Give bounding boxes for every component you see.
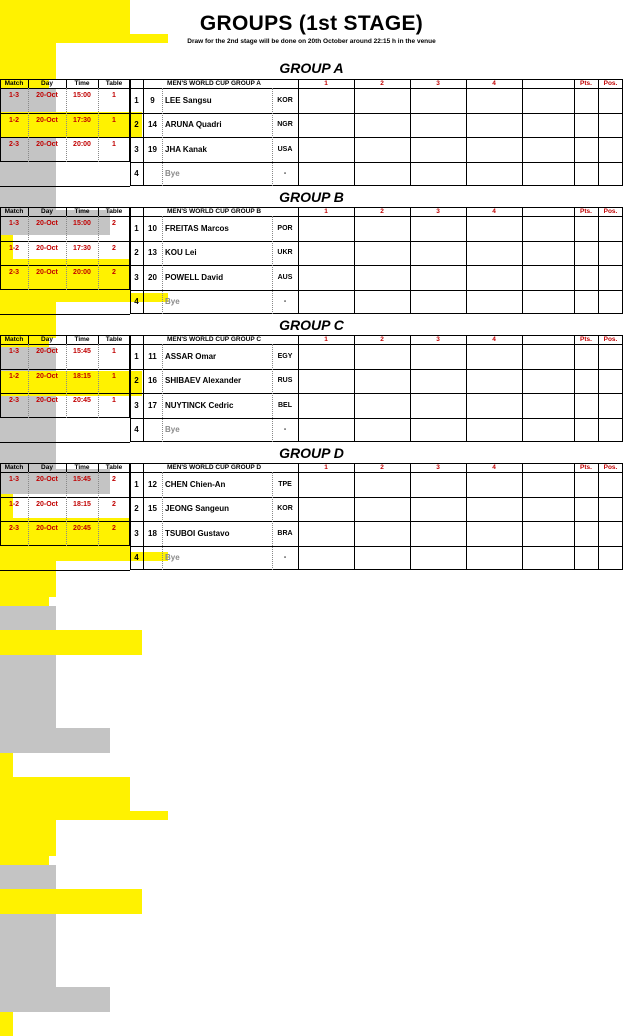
schedule-col-match: Match [0, 79, 28, 88]
group-header-bg [0, 811, 168, 820]
schedule-table: 1 [98, 393, 130, 408]
player-name: LEE Sangsu [165, 88, 272, 113]
table-col-line [298, 463, 299, 570]
match-col-c3: 3 [410, 79, 466, 88]
schedule-day: 20-Oct [28, 241, 66, 256]
schedule-col-line [66, 335, 67, 344]
pts-col-header: Pts. [574, 207, 598, 216]
schedule-match: 1-2 [0, 241, 28, 256]
schedule-col-match: Match [0, 463, 28, 472]
player-position: 4 [130, 162, 143, 187]
schedule-time: 20:45 [66, 393, 98, 408]
group-header-label: MEN'S WORLD CUP GROUP A [130, 79, 298, 88]
group-title: GROUP D [0, 445, 623, 461]
schedule-header-line [0, 472, 130, 473]
player-association: NGR [272, 113, 298, 138]
diagonal-cell [0, 963, 56, 988]
match-col-c3: 3 [410, 335, 466, 344]
schedule-col-dotted [98, 216, 99, 290]
schedule-col-dotted [28, 472, 29, 546]
table-col-line [354, 207, 355, 314]
schedule-col-day: Day [28, 335, 66, 344]
schedule-day: 20-Oct [28, 393, 66, 408]
player-position: 1 [130, 216, 143, 241]
diagonal-cell [0, 655, 56, 680]
schedule-day: 20-Oct [28, 344, 66, 359]
table-col-line [522, 335, 523, 442]
schedule-time: 18:15 [66, 497, 98, 512]
match-col-header-bg [0, 302, 56, 311]
schedule-match: 2-3 [0, 393, 28, 408]
player-association: POR [272, 216, 298, 241]
schedule-match: 1-3 [0, 216, 28, 231]
diagonal-cell [0, 606, 56, 631]
player-position: 2 [130, 497, 143, 522]
schedule-table: 1 [98, 344, 130, 359]
group-header-label: MEN'S WORLD CUP GROUP C [130, 335, 298, 344]
schedule-row-line [0, 113, 130, 114]
table-row-line [130, 137, 623, 138]
player-name: NUYTINCK Cedric [165, 393, 272, 418]
match-col-c1: 1 [298, 79, 354, 88]
table-col-line [522, 207, 523, 314]
group-title: GROUP C [0, 317, 623, 333]
table-header-line [130, 472, 623, 473]
table-col-line [598, 463, 599, 570]
table-row-line [130, 290, 623, 291]
bye-cell [0, 728, 110, 753]
table-row-line [130, 369, 623, 370]
schedule-col-line [98, 463, 99, 472]
schedule-col-table: Table [98, 79, 130, 88]
table-header-line [130, 216, 623, 217]
table-col-line [466, 463, 467, 570]
schedule-table: 2 [98, 216, 130, 231]
schedule-table: 1 [98, 369, 130, 384]
schedule-col-line [28, 463, 29, 472]
pts-col-header: Pts. [574, 335, 598, 344]
schedule-col-table: Table [98, 335, 130, 344]
schedule-row-line [0, 369, 130, 370]
table-col-line [298, 79, 299, 186]
schedule-row-line [0, 497, 130, 498]
schedule-row-line [0, 265, 130, 266]
table-col-dotted [272, 344, 273, 442]
table-col-line [143, 207, 144, 314]
match-col-header-bg [0, 588, 56, 597]
diagonal-cell [0, 679, 56, 704]
bye-pos-bg [0, 753, 13, 778]
player-seed: 19 [143, 137, 162, 162]
schedule-time: 15:45 [66, 472, 98, 487]
pos-col-header: Pos. [598, 335, 623, 344]
table-col-line [143, 79, 144, 186]
player-position: 3 [130, 265, 143, 290]
pts-col-header: Pts. [574, 463, 598, 472]
schedule-col-time: Time [66, 463, 98, 472]
player-association: - [272, 290, 298, 315]
match-col-c1: 1 [298, 463, 354, 472]
schedule-col-line [98, 207, 99, 216]
match-col-header-bg [0, 579, 56, 588]
match-col-header-bg [0, 561, 56, 570]
pos-col-header: Pos. [598, 463, 623, 472]
match-col-header-bg [0, 847, 56, 856]
player-name: Bye [165, 290, 272, 315]
match-col-header-bg [0, 838, 56, 847]
schedule-match: 1-2 [0, 113, 28, 128]
page-title: GROUPS (1st STAGE) [0, 12, 623, 36]
table-col-line [574, 79, 575, 186]
table-row-line [130, 546, 623, 547]
schedule-time: 20:00 [66, 265, 98, 280]
page-subtitle: Draw for the 2nd stage will be done on 20th October around 22:15 h in the venue [0, 38, 623, 45]
group-header-label: MEN'S WORLD CUP GROUP B [130, 207, 298, 216]
table-col-line [574, 207, 575, 314]
schedule-col-line [66, 207, 67, 216]
schedule-table: 1 [98, 88, 130, 103]
schedule-header-line [0, 88, 130, 89]
diagonal-cell [0, 161, 56, 186]
schedule-frame [0, 463, 130, 546]
match-col-c3: 3 [410, 463, 466, 472]
schedule-day: 20-Oct [28, 216, 66, 231]
table-col-line [410, 463, 411, 570]
table-col-dotted [162, 472, 163, 570]
schedule-table: 1 [98, 113, 130, 128]
schedule-bottom-line [0, 186, 130, 187]
table-row-line [130, 265, 623, 266]
schedule-row-line [0, 137, 130, 138]
schedule-table: 2 [98, 472, 130, 487]
player-position: 2 [130, 369, 143, 394]
player-association: AUS [272, 265, 298, 290]
player-seed: 20 [143, 265, 162, 290]
player-name: CHEN Chien-An [165, 472, 272, 497]
table-col-dotted [162, 216, 163, 314]
player-association: UKR [272, 241, 298, 266]
match-col-c2: 2 [354, 335, 410, 344]
player-position: 4 [130, 418, 143, 443]
schedule-match: 1-2 [0, 369, 28, 384]
schedule-match: 1-3 [0, 88, 28, 103]
group-title: GROUP A [0, 60, 623, 76]
player-seed: 17 [143, 393, 162, 418]
table-col-line [466, 207, 467, 314]
schedule-col-line [28, 207, 29, 216]
player-seed: 12 [143, 472, 162, 497]
schedule-col-dotted [66, 472, 67, 546]
player-name: JHA Kanak [165, 137, 272, 162]
schedule-table: 2 [98, 497, 130, 512]
schedule-col-dotted [98, 344, 99, 418]
table-col-line [598, 207, 599, 314]
player-name: POWELL David [165, 265, 272, 290]
table-row-line [130, 418, 623, 419]
schedule-match: 1-3 [0, 472, 28, 487]
player-seed: 10 [143, 216, 162, 241]
player-position: 3 [130, 521, 143, 546]
player-seed: 14 [143, 113, 162, 138]
schedule-table: 2 [98, 241, 130, 256]
player-association: BEL [272, 393, 298, 418]
schedule-match: 2-3 [0, 137, 28, 152]
schedule-time: 18:15 [66, 369, 98, 384]
player-seed: 15 [143, 497, 162, 522]
player-seed: 9 [143, 88, 162, 113]
table-col-dotted [272, 88, 273, 186]
group-table-frame [130, 463, 623, 570]
diagonal-cell [0, 865, 56, 890]
schedule-frame [0, 335, 130, 418]
schedule-col-dotted [98, 472, 99, 546]
table-row-line [130, 113, 623, 114]
schedule-col-time: Time [66, 79, 98, 88]
player-name: ASSAR Omar [165, 344, 272, 369]
schedule-bottom-line [0, 314, 130, 315]
schedule-col-dotted [66, 344, 67, 418]
schedule-match: 1-2 [0, 497, 28, 512]
schedule-row-line [0, 521, 130, 522]
player-name: FREITAS Marcos [165, 216, 272, 241]
schedule-col-dotted [66, 88, 67, 162]
player-association: EGY [272, 344, 298, 369]
schedule-col-line [28, 79, 29, 88]
schedule-col-time: Time [66, 207, 98, 216]
schedule-header-bg [0, 777, 130, 786]
player-row-highlight [0, 630, 142, 655]
pts-header-bg [0, 597, 49, 606]
schedule-row-line [0, 393, 130, 394]
match-col-c4: 4 [466, 463, 522, 472]
table-col-dotted [272, 472, 273, 570]
schedule-table: 2 [98, 265, 130, 280]
group-table-frame [130, 335, 623, 442]
schedule-col-dotted [28, 344, 29, 418]
player-seed: 16 [143, 369, 162, 394]
table-col-line [298, 207, 299, 314]
table-col-line [354, 79, 355, 186]
schedule-day: 20-Oct [28, 88, 66, 103]
schedule-col-day: Day [28, 463, 66, 472]
player-seed: 18 [143, 521, 162, 546]
schedule-row-line [0, 241, 130, 242]
schedule-time: 20:45 [66, 521, 98, 536]
player-name: SHIBAEV Alexander [165, 369, 272, 394]
player-position: 3 [130, 137, 143, 162]
player-position: 3 [130, 393, 143, 418]
player-name: KOU Lei [165, 241, 272, 266]
schedule-header-bg [0, 0, 130, 9]
schedule-col-line [28, 335, 29, 344]
table-col-line [143, 463, 144, 570]
bye-cell [0, 987, 110, 1012]
player-position: 2 [130, 113, 143, 138]
schedule-time: 15:00 [66, 88, 98, 103]
pos-col-header: Pos. [598, 207, 623, 216]
player-association: KOR [272, 88, 298, 113]
match-col-header-bg [0, 820, 56, 829]
group-title: GROUP B [0, 189, 623, 205]
schedule-day: 20-Oct [28, 265, 66, 280]
diagonal-cell [0, 938, 56, 963]
player-name: Bye [165, 546, 272, 571]
pts-col-header: Pts. [574, 79, 598, 88]
pos-col-header: Pos. [598, 79, 623, 88]
table-row-line [130, 521, 623, 522]
match-col-c1: 1 [298, 335, 354, 344]
table-col-line [574, 463, 575, 570]
group-header-label: MEN'S WORLD CUP GROUP D [130, 463, 298, 472]
schedule-time: 15:00 [66, 216, 98, 231]
schedule-frame [0, 79, 130, 162]
player-association: - [272, 546, 298, 571]
table-col-line [522, 79, 523, 186]
table-col-line [574, 335, 575, 442]
schedule-col-line [66, 79, 67, 88]
player-row-highlight [0, 889, 142, 914]
schedule-match: 1-3 [0, 344, 28, 359]
player-position: 4 [130, 290, 143, 315]
group-table-frame [130, 207, 623, 314]
schedule-col-line [66, 463, 67, 472]
schedule-col-dotted [28, 216, 29, 290]
group-table-frame [130, 79, 623, 186]
diagonal-cell [0, 914, 56, 939]
schedule-match: 2-3 [0, 265, 28, 280]
bye-pos-bg [0, 1012, 13, 1036]
schedule-bottom-line [0, 570, 130, 571]
table-row-line [130, 497, 623, 498]
player-position: 1 [130, 88, 143, 113]
match-col-c2: 2 [354, 463, 410, 472]
diagonal-cell [0, 420, 56, 445]
player-seed: 13 [143, 241, 162, 266]
table-col-line [466, 335, 467, 442]
table-row-line [130, 393, 623, 394]
table-col-line [410, 79, 411, 186]
player-association: BRA [272, 521, 298, 546]
player-position: 1 [130, 472, 143, 497]
player-association: KOR [272, 497, 298, 522]
schedule-col-dotted [98, 88, 99, 162]
match-col-c1: 1 [298, 207, 354, 216]
schedule-col-line [98, 335, 99, 344]
schedule-col-table: Table [98, 207, 130, 216]
schedule-bottom-line [0, 442, 130, 443]
schedule-header-line [0, 216, 130, 217]
schedule-time: 15:45 [66, 344, 98, 359]
table-col-line [354, 335, 355, 442]
player-name: ARUNA Quadri [165, 113, 272, 138]
match-col-c3: 3 [410, 207, 466, 216]
player-association: - [272, 162, 298, 187]
table-col-dotted [162, 88, 163, 186]
match-col-c2: 2 [354, 207, 410, 216]
player-name: TSUBOI Gustavo [165, 521, 272, 546]
schedule-day: 20-Oct [28, 521, 66, 536]
schedule-time: 20:00 [66, 137, 98, 152]
match-col-c4: 4 [466, 335, 522, 344]
schedule-day: 20-Oct [28, 113, 66, 128]
schedule-col-match: Match [0, 335, 28, 344]
match-col-c4: 4 [466, 79, 522, 88]
table-col-dotted [162, 344, 163, 442]
schedule-time: 17:30 [66, 113, 98, 128]
schedule-col-dotted [66, 216, 67, 290]
table-col-line [298, 335, 299, 442]
schedule-frame [0, 207, 130, 290]
schedule-day: 20-Oct [28, 137, 66, 152]
table-col-line [143, 335, 144, 442]
table-col-line [466, 79, 467, 186]
match-col-c2: 2 [354, 79, 410, 88]
table-header-line [130, 88, 623, 89]
player-name: Bye [165, 418, 272, 443]
match-col-header-bg [0, 829, 56, 838]
player-position: 4 [130, 546, 143, 571]
table-row-line [130, 241, 623, 242]
table-col-line [598, 335, 599, 442]
table-col-line [598, 79, 599, 186]
schedule-time: 17:30 [66, 241, 98, 256]
table-header-line [130, 344, 623, 345]
schedule-col-day: Day [28, 79, 66, 88]
match-col-c4: 4 [466, 207, 522, 216]
player-association: - [272, 418, 298, 443]
schedule-match: 2-3 [0, 521, 28, 536]
schedule-col-match: Match [0, 207, 28, 216]
schedule-header-line [0, 344, 130, 345]
player-association: RUS [272, 369, 298, 394]
schedule-day: 20-Oct [28, 472, 66, 487]
player-seed: 11 [143, 344, 162, 369]
table-row-line [130, 162, 623, 163]
schedule-col-table: Table [98, 463, 130, 472]
schedule-col-time: Time [66, 335, 98, 344]
schedule-col-line [98, 79, 99, 88]
pts-header-bg [0, 856, 49, 865]
table-col-line [410, 207, 411, 314]
diagonal-cell [0, 704, 56, 729]
player-association: TPE [272, 472, 298, 497]
player-name: Bye [165, 162, 272, 187]
schedule-col-dotted [28, 88, 29, 162]
schedule-col-day: Day [28, 207, 66, 216]
table-col-line [354, 463, 355, 570]
schedule-row-highlight [0, 786, 130, 811]
table-col-line [410, 335, 411, 442]
schedule-day: 20-Oct [28, 497, 66, 512]
schedule-table: 1 [98, 137, 130, 152]
player-position: 1 [130, 344, 143, 369]
player-position: 2 [130, 241, 143, 266]
table-col-dotted [272, 216, 273, 314]
table-col-line [522, 463, 523, 570]
schedule-day: 20-Oct [28, 369, 66, 384]
schedule-table: 2 [98, 521, 130, 536]
player-name: JEONG Sangeun [165, 497, 272, 522]
player-association: USA [272, 137, 298, 162]
